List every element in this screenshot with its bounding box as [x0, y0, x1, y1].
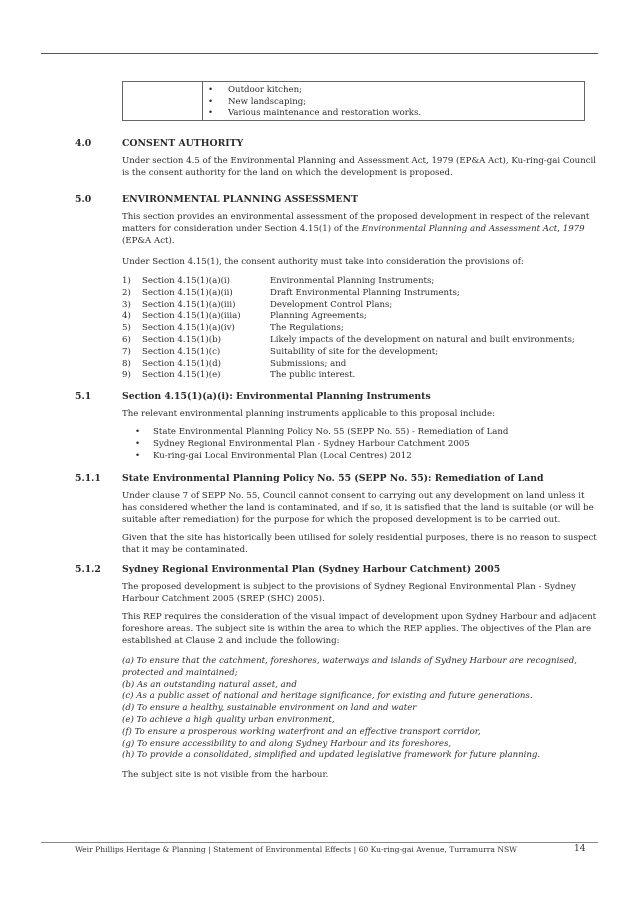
item-section: Section 4.15(1)(b): [142, 334, 221, 345]
text-line: suitable after remediation) for the purpose for which the proposed development is to be carried out.: [122, 514, 561, 525]
objectives-list: [122, 656, 585, 762]
section-5-1-2-title: Sydney Regional Environmental Plan (Sydney Harbour Catchment) 2005: [122, 564, 501, 575]
list-item: (b) As an outstanding natural asset, and: [122, 679, 297, 690]
section-4-heading: [75, 138, 91, 149]
text-line: foreshore areas. The subject site is within the area to which the REP applies. The objectives of the Plan are: [122, 623, 592, 634]
item-description: The public interest.: [270, 370, 356, 381]
section-5-title: ENVIRONMENTAL PLANNING ASSESSMENT: [122, 194, 359, 205]
section-number: 4.0: [75, 138, 92, 149]
item-number: 2): [122, 287, 131, 298]
instruments-list: [135, 427, 508, 462]
item-number: 9): [122, 370, 131, 381]
works-table: [122, 81, 585, 121]
list-item: (f) To ensure a prosperous working waterfront and an effective transport corridor,: [122, 726, 481, 737]
list-item: • State Environmental Planning Policy No. 55 (SEPP No. 55) - Remediation of Land: [135, 427, 508, 439]
section-5-1-1-number: 5.1.1: [75, 473, 101, 484]
text-line: (EP&A Act).: [122, 235, 175, 246]
item-number: 7): [122, 346, 131, 357]
item-description: Planning Agreements;: [270, 311, 367, 322]
item-description: Draft Environmental Planning Instruments;: [270, 287, 460, 298]
footer-text: Weir Phillips Heritage & Planning | Statement of Environmental Effects | 60 Ku-ring-gai Avenue, Turramurra NSW: [75, 845, 517, 854]
table-left-cell: [123, 82, 203, 120]
list-item: • Ku-ring-gai Local Environmental Plan (Local Centres) 2012: [135, 451, 508, 463]
section-5-number: 5.0: [75, 194, 92, 205]
item-description: Development Control Plans;: [270, 299, 393, 310]
section-5-paragraph: [122, 212, 590, 247]
list-item: (e) To achieve a high quality urban environment,: [122, 714, 335, 725]
list-item: (a) To ensure that the catchment, foreshores, waterways and islands of Sydney Harbour are recognised,: [122, 656, 578, 666]
item-description: Environmental Planning Instruments;: [270, 276, 435, 286]
item-description: Suitability of site for the development;: [270, 346, 439, 357]
text-line: established at Clause 2 and include the following:: [122, 635, 340, 646]
text-line: Under section 4.5 of the Environmental Planning and Assessment Act, 1979 (EP&A Act), Ku-ring-gai Council: [122, 156, 597, 166]
item-number: 5): [122, 323, 131, 334]
item-number: 3): [122, 299, 131, 310]
section-5-1-number: 5.1: [75, 391, 92, 402]
text-line: that it may be contaminated.: [122, 544, 248, 555]
list-item: • New landscaping;: [208, 97, 421, 109]
text-line: is the consent authority for the land on which the development is proposed.: [122, 167, 453, 178]
list-item: protected and maintained;: [122, 667, 238, 678]
text-span: matters for consideration under Section 4.15(1) of the: [122, 223, 362, 234]
item-section: Section 4.15(1)(a)(iiia): [142, 311, 241, 322]
item-section: Section 4.15(1)(d): [142, 358, 221, 369]
act-title: Environmental Planning and Assessment Act, 1979: [361, 223, 585, 234]
closing-statement: The subject site is not visible from the harbour.: [122, 770, 329, 780]
item-section: Section 4.15(1)(a)(iii): [142, 299, 236, 310]
item-number: 1): [122, 276, 131, 286]
section-5-1-2-paragraph: [122, 582, 585, 606]
list-item: (c) As a public asset of national and heritage significance, for existing and future generations.: [122, 691, 533, 702]
list-item: • Sydney Regional Environmental Plan - Sydney Harbour Catchment 2005: [135, 439, 508, 451]
item-description: The Regulations;: [270, 323, 344, 334]
list-item: (g) To ensure accessibility to and along Sydney Harbour and its foreshores,: [122, 738, 452, 749]
text-line: Given that the site has historically been utilised for solely residential purposes, there is no reason to suspect: [122, 533, 597, 543]
list-item: (d) To ensure a healthy, sustainable environment on land and water: [122, 703, 417, 714]
section-5-1-1-paragraph: [122, 491, 594, 526]
text-line: [122, 224, 585, 236]
item-number: 6): [122, 334, 131, 345]
section-4-paragraph: [122, 156, 597, 180]
item-section: Section 4.15(1)(c): [142, 346, 221, 357]
list-item: • Outdoor kitchen;: [208, 85, 421, 97]
item-section: Section 4.15(1)(a)(i): [142, 276, 231, 286]
list-item: (h) To provide a consolidated, simplified and updated legislative framework for future planning.: [122, 750, 541, 761]
item-description: Likely impacts of the development on natural and built environments;: [270, 334, 575, 345]
section-5-1-title: Section 4.15(1)(a)(i): Environmental Planning Instruments: [122, 391, 431, 402]
section-5-1-2-paragraph-2: [122, 612, 597, 647]
text-line: This section provides an environmental assessment of the proposed development in respect of the relevant: [122, 212, 590, 222]
section-5-intro: Under Section 4.15(1), the consent authority must take into consideration the provisions of:: [122, 257, 524, 267]
text-line: has considered whether the land is contaminated, and if so, it is satisfied that the land is suitable (or will be: [122, 502, 594, 513]
item-section: Section 4.15(1)(e): [142, 370, 221, 381]
text-line: This REP requires the consideration of the visual impact of development upon Sydney Harbour and adjacent: [122, 612, 597, 622]
section-5-1-2-number: 5.1.2: [75, 564, 101, 575]
item-number: 4): [122, 311, 131, 322]
item-number: 8): [122, 358, 131, 369]
works-list: [208, 85, 421, 120]
section-5-1-1-paragraph-2: [122, 533, 597, 557]
footer-divider: [41, 842, 598, 843]
header-divider: [41, 53, 598, 54]
item-section: Section 4.15(1)(a)(ii): [142, 287, 233, 298]
item-section: Section 4.15(1)(a)(iv): [142, 323, 235, 334]
section-5-1-1-title: State Environmental Planning Policy No. 55 (SEPP No. 55): Remediation of Land: [122, 473, 544, 484]
list-item: • Various maintenance and restoration works.: [208, 108, 421, 120]
page-number: 14: [574, 844, 586, 854]
text-line: Harbour Catchment 2005 (SREP (SHC) 2005).: [122, 593, 325, 604]
section-5-1-paragraph: The relevant environmental planning instruments applicable to this proposal include:: [122, 409, 495, 419]
section-4-title: CONSENT AUTHORITY: [122, 138, 244, 149]
text-line: The proposed development is subject to the provisions of Sydney Regional Environmental Plan - Sydney: [122, 582, 576, 592]
text-line: Under clause 7 of SEPP No. 55, Council cannot consent to carrying out any development on land unless it: [122, 491, 585, 501]
item-description: Submissions; and: [270, 358, 347, 369]
